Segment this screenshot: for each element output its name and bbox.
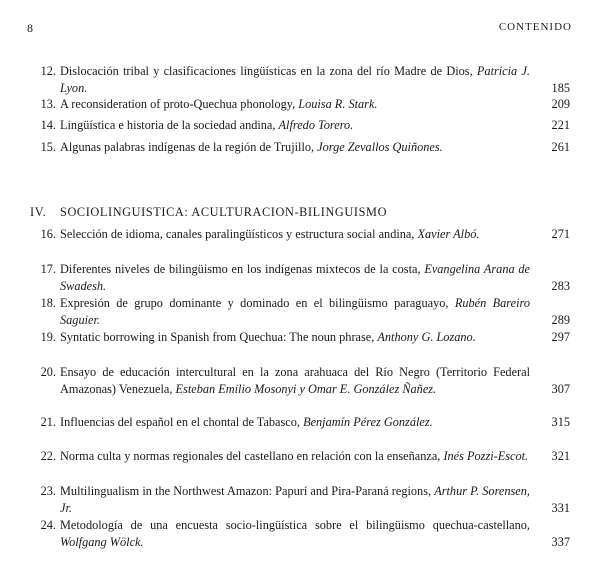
toc-entry-12 — [30, 63, 570, 96]
entry-title: Norma culta y normas regionales del castellano en relación con la enseñanza, — [60, 449, 444, 463]
entry-author: Patricia J. Lyon. — [60, 64, 530, 95]
toc-entry-16 — [30, 226, 570, 243]
entry-page: 185 — [551, 80, 570, 95]
entry-number: 21. — [40, 415, 56, 429]
page-number: 8 — [27, 21, 33, 35]
running-header — [0, 21, 600, 37]
entry-title: Syntatic borrowing in Spanish from Quechua: The noun phrase, — [60, 330, 378, 344]
entry-page: 337 — [551, 534, 570, 549]
toc-entry-13 — [30, 96, 570, 113]
entry-author: Inés Pozzi-Escot. — [443, 449, 529, 463]
entry-number: 17. — [40, 262, 56, 276]
entry-number: 22. — [40, 449, 56, 463]
entry-author: Evangelina Arana de Swadesh. — [60, 262, 531, 293]
toc-entry-20 — [30, 364, 570, 397]
entry-page: 271 — [551, 227, 570, 241]
entry-author: Jorge Zevallos Quiñones. — [317, 140, 443, 154]
entry-number: 14. — [40, 118, 56, 132]
entry-author: Wolfgang Wölck. — [60, 534, 144, 549]
entry-author: Rubén Bareiro Saguier. — [60, 296, 530, 327]
entry-page: 321 — [551, 449, 570, 463]
toc-entry-21 — [30, 414, 570, 431]
toc-entry-18 — [30, 295, 570, 328]
entry-number: 12. — [40, 64, 56, 78]
entry-number: 19. — [40, 330, 56, 344]
entry-author: Alfredo Torero. — [278, 118, 354, 132]
toc-entry-23 — [30, 483, 570, 516]
entry-title: Expresión de grupo dominante y dominado en el bilingüismo paraguayo, — [60, 296, 455, 310]
entry-title: Influencias del español en el chontal de Tabasco, — [60, 415, 304, 429]
entry-number: 16. — [40, 227, 56, 241]
entry-page: 261 — [551, 140, 570, 154]
entry-page: 297 — [551, 330, 570, 344]
entry-number: 15. — [40, 140, 56, 154]
entry-page: 209 — [551, 97, 570, 111]
header-title: CONTENIDO — [498, 21, 572, 33]
entry-author: Esteban Emilio Mosonyi y Omar E. González Ñañez. — [175, 381, 437, 396]
toc-entry-14 — [30, 117, 570, 134]
toc-entry-19 — [30, 329, 570, 346]
entry-page: 283 — [551, 278, 570, 293]
entry-author: Arthur P. Sorensen, Jr. — [60, 484, 530, 515]
entry-title: Algunas palabras indígenas de la región de Trujillo, — [60, 140, 318, 154]
toc-entry-17 — [30, 261, 570, 294]
entry-number: 23. — [40, 484, 56, 498]
toc-entry-15 — [30, 139, 570, 156]
entry-page: 331 — [551, 500, 570, 515]
entry-number: 13. — [40, 97, 56, 111]
entry-number: 20. — [40, 365, 56, 379]
entry-title: Dislocación tribal y clasificaciones lingüísticas en la zona del río Madre de Dios, — [60, 64, 477, 78]
entry-page: 307 — [551, 381, 570, 396]
entry-title: Metodología de una encuesta socio-lingüística sobre el bilingüismo quechua-castellano, — [60, 518, 530, 532]
entry-title: Diferentes niveles de bilingüismo en los indígenas mixtecos de la costa, — [60, 262, 425, 276]
entry-number: 18. — [40, 296, 56, 310]
entry-author: Benjamín Pérez González. — [303, 415, 433, 429]
toc-entry-22 — [30, 448, 570, 465]
entry-title: Lingüística e historia de la sociedad andina, — [60, 118, 279, 132]
entry-author: Louisa R. Stark. — [298, 97, 378, 111]
section-roman: IV. — [30, 205, 47, 219]
section-title: SOCIOLINGUISTICA: ACULTURACION-BILINGUISMO — [60, 205, 388, 219]
entry-number: 24. — [40, 518, 56, 532]
entry-title: Ensayo de educación intercultural en la zona arahuaca del Río Negro (Territorio Federal Amazonas) Venezuela, — [60, 365, 530, 396]
section-heading — [30, 205, 387, 220]
entry-author: Anthony G. Lozano. — [377, 330, 476, 344]
entry-title: A reconsideration of proto-Quechua phonology, — [60, 97, 299, 111]
entry-author: Xavier Albó. — [417, 227, 480, 241]
toc-entry-24 — [30, 517, 570, 550]
entry-title: Multilingualism in the Northwest Amazon: Papurí and Pira-Paraná regions, — [60, 484, 435, 498]
entry-page: 289 — [551, 312, 570, 327]
entry-page: 221 — [551, 118, 570, 132]
entry-page: 315 — [551, 415, 570, 429]
entry-title: Selección de idioma, canales paralingüísticos y estructura social andina, — [60, 227, 418, 241]
